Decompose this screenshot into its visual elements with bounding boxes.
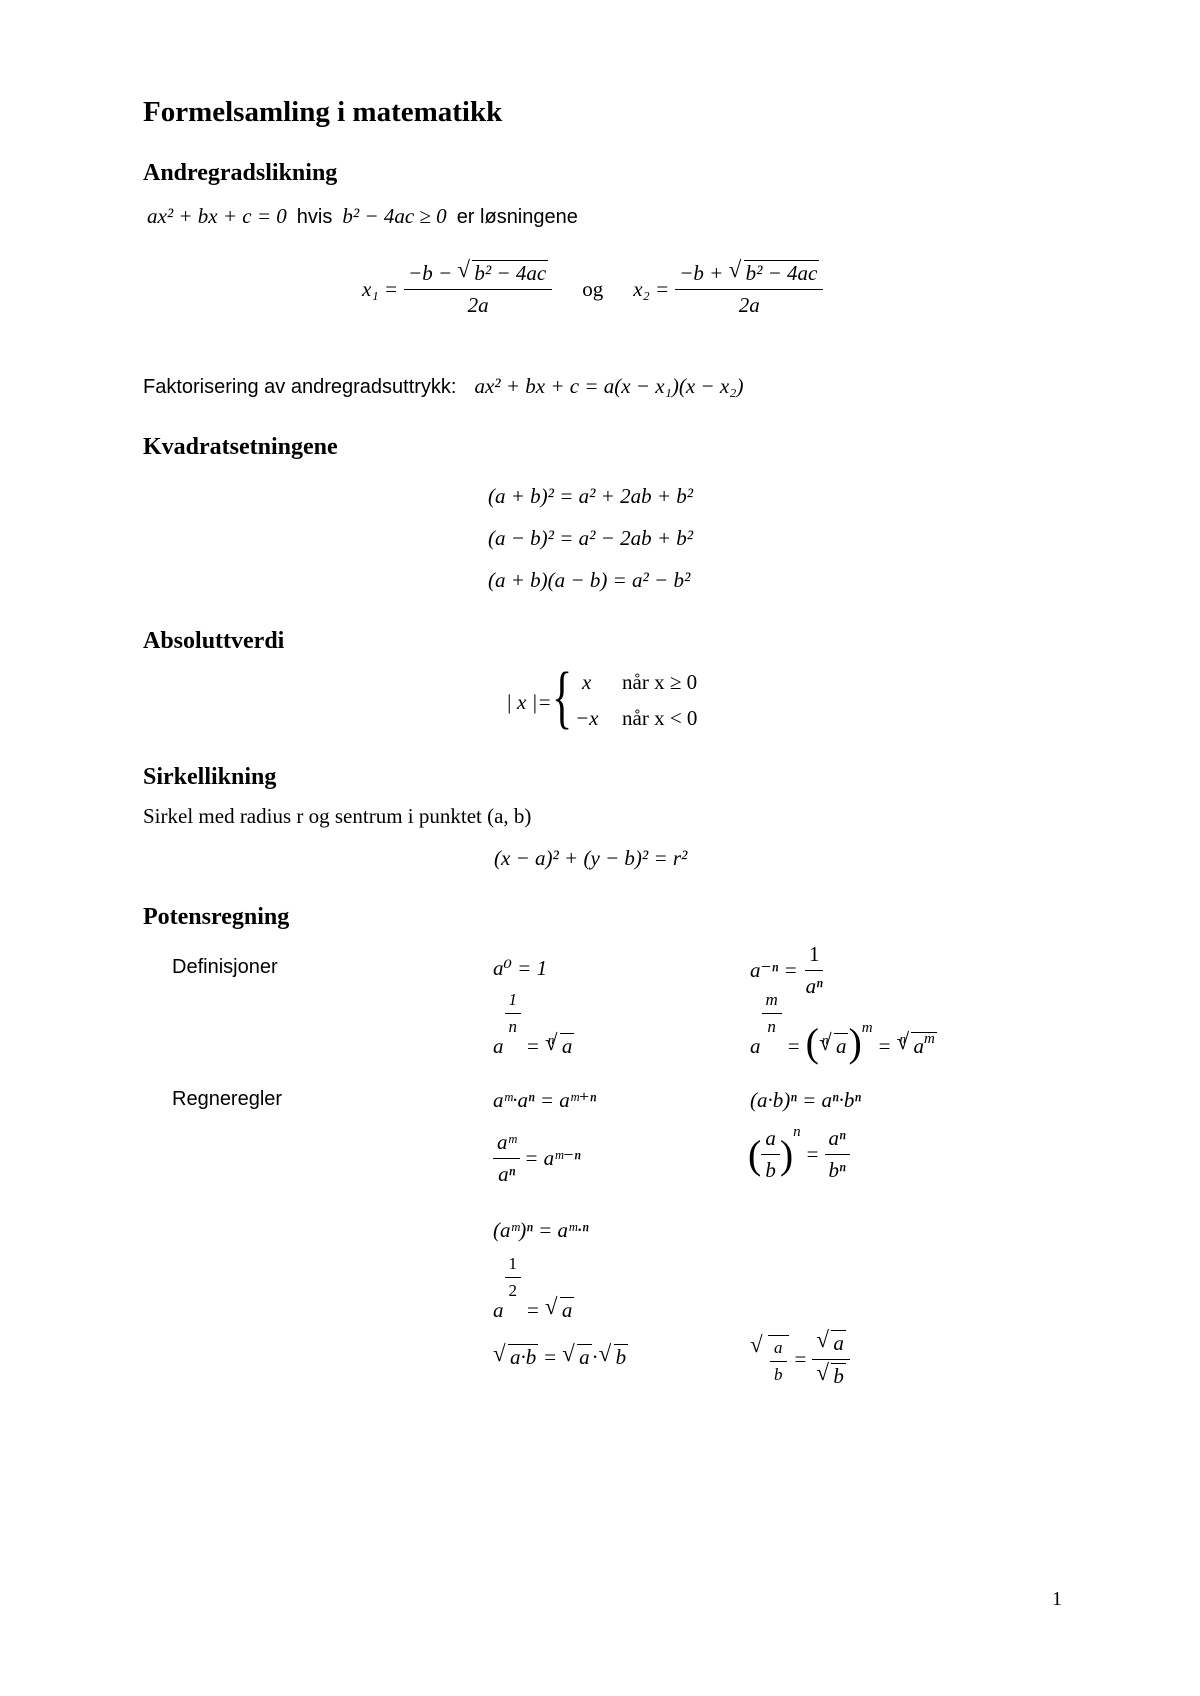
def4-radicand: a bbox=[835, 1034, 847, 1058]
og-word: og bbox=[582, 276, 604, 301]
def3-radicand: a bbox=[561, 1034, 573, 1058]
rule6-sqrt bbox=[545, 1297, 575, 1323]
x1-fraction bbox=[404, 260, 552, 318]
rule6-base: a bbox=[493, 1298, 504, 1322]
def4-radicand-2-exp: m bbox=[923, 1031, 935, 1047]
x1-num-pre: −b − bbox=[408, 261, 453, 285]
def4-base: a bbox=[750, 1034, 761, 1058]
def3-exp-den: n bbox=[508, 1017, 517, 1036]
rule8-inner-den: b bbox=[774, 1364, 783, 1384]
rule3-numerator: aᵐ bbox=[493, 1130, 520, 1159]
rule-product: aᵐ·aⁿ = aᵐ⁺ⁿ bbox=[493, 1088, 597, 1112]
heading-absoluttverdi: Absoluttverdi bbox=[143, 628, 285, 654]
rule7-sqrt-b bbox=[599, 1344, 629, 1370]
def4-radicand-2-base: a bbox=[913, 1034, 924, 1058]
rule-power-of-power: (aᵐ)ⁿ = aᵐ·ⁿ bbox=[493, 1218, 589, 1242]
page-title: Formelsamling i matematikk bbox=[143, 96, 503, 128]
rule7-radicand-b: b bbox=[615, 1345, 627, 1369]
rule-product-power: (a·b)ⁿ = aⁿ·bⁿ bbox=[750, 1088, 861, 1112]
rule8-sqrt-b bbox=[816, 1363, 846, 1389]
heading-kvadratsetningene: Kvadratsetningene bbox=[143, 434, 338, 460]
heading-andregradslikning: Andregradslikning bbox=[143, 160, 338, 186]
rule8-rhs-fraction bbox=[812, 1330, 850, 1389]
rule4-exp: n bbox=[793, 1124, 801, 1140]
quadratic-solutions bbox=[362, 260, 823, 318]
def4-exp-den: n bbox=[767, 1017, 776, 1036]
rule4-inner-den: b bbox=[765, 1158, 776, 1182]
rule6-eq: = bbox=[527, 1298, 539, 1322]
rule8-sqrt-a-radicand: a bbox=[833, 1331, 844, 1355]
x2-lhs: x₂ = bbox=[633, 276, 670, 301]
def3-exp-num: 1 bbox=[505, 990, 522, 1014]
def3-exponent bbox=[505, 990, 522, 1037]
def2-denominator: aⁿ bbox=[805, 974, 823, 998]
heading-sirkellikning: Sirkellikning bbox=[143, 764, 277, 790]
rule4-rhs-fraction bbox=[825, 1126, 850, 1183]
rule7-sqrt-ab bbox=[493, 1344, 538, 1370]
condition-equation: ax² + bx + c = 0 bbox=[147, 204, 287, 228]
rule-quotient-power bbox=[748, 1126, 850, 1183]
def4-paren-open: ( bbox=[805, 1020, 819, 1065]
kvadrat-line-1: (a + b)² = a² + 2ab + b² bbox=[488, 484, 694, 508]
rule-quotient bbox=[493, 1130, 581, 1187]
rule4-rhs-num: aⁿ bbox=[825, 1126, 850, 1155]
rule4-inner-fraction bbox=[761, 1126, 780, 1183]
rule3-rhs: = aᵐ⁻ⁿ bbox=[524, 1146, 581, 1170]
regneregler-label: Regneregler bbox=[172, 1088, 283, 1110]
rule6-exp-num: 1 bbox=[505, 1254, 522, 1278]
x1-sqrt bbox=[457, 260, 548, 286]
def-rational-exponent bbox=[750, 990, 937, 1065]
def4-nth-root-2 bbox=[896, 1032, 936, 1059]
definisjoner-label: Definisjoner bbox=[172, 956, 278, 978]
abs-lhs: | x |= bbox=[506, 690, 552, 714]
rule4-inner-num: a bbox=[761, 1126, 780, 1155]
def4-paren-close: ) bbox=[848, 1020, 862, 1065]
abs-case2-value: −x bbox=[575, 706, 599, 730]
abs-brace: { bbox=[552, 659, 573, 736]
def4-radicand-2 bbox=[911, 1032, 936, 1059]
def3-eq: = bbox=[527, 1034, 539, 1058]
rule8-eq: = bbox=[794, 1347, 807, 1371]
x2-fraction bbox=[675, 260, 823, 318]
abs-case1-condition: når x ≥ 0 bbox=[622, 670, 698, 694]
x1-lhs: x₁ = bbox=[362, 276, 399, 301]
def-root-exponent bbox=[493, 990, 574, 1059]
sirkel-description: Sirkel med radius r og sentrum i punktet (a, b) bbox=[143, 804, 532, 828]
condition-discriminant: b² − 4ac ≥ 0 bbox=[342, 204, 447, 228]
rule8-inner-num: √ a bbox=[770, 1338, 787, 1362]
rule8-sqrt-b-radicand: b bbox=[833, 1364, 844, 1388]
rule3-denominator: aⁿ bbox=[498, 1162, 516, 1186]
def4-nth-root bbox=[819, 1033, 849, 1059]
def3-root-index: √ n bbox=[547, 1032, 555, 1047]
x2-num-pre: −b + bbox=[679, 261, 724, 285]
rule8-sqrt-fraction bbox=[750, 1335, 789, 1385]
rule-half-exponent bbox=[493, 1254, 574, 1323]
x2-radicand: b² − 4ac bbox=[745, 261, 818, 285]
kvadrat-line-3: (a + b)(a − b) = a² − b² bbox=[488, 568, 691, 592]
rule6-exponent bbox=[505, 1254, 522, 1301]
def4-exp-num: m bbox=[762, 990, 782, 1014]
rule6-exp-den: 2 bbox=[508, 1281, 517, 1300]
x2-denominator: 2a bbox=[738, 293, 760, 317]
def4-root-index: √ n bbox=[821, 1032, 829, 1047]
def2-numerator: 1 bbox=[805, 942, 824, 971]
rule4-paren-open: ( bbox=[748, 1131, 762, 1177]
kvadrat-line-2: (a − b)² = a² − 2ab + b² bbox=[488, 526, 694, 550]
condition-tail: er løsningene bbox=[456, 206, 578, 228]
rule6-radicand: a bbox=[561, 1298, 573, 1322]
def3-nth-root bbox=[545, 1033, 575, 1059]
factorization-formula: ax² + bx + c = a(x − x₁)(x − x₂) bbox=[474, 374, 744, 398]
abs-case2-condition: når x < 0 bbox=[622, 706, 698, 730]
x1-radicand: b² − 4ac bbox=[474, 261, 547, 285]
abs-case1-value: x bbox=[582, 670, 592, 694]
rule4-eq: = bbox=[806, 1142, 819, 1166]
rule4-rhs-den: bⁿ bbox=[828, 1158, 846, 1182]
page-number: 1 bbox=[1052, 1588, 1062, 1610]
rule4-paren-close: ) bbox=[779, 1131, 794, 1177]
def4-eq1: = bbox=[787, 1034, 800, 1058]
condition-word: hvis bbox=[296, 206, 333, 228]
heading-potensregning: Potensregning bbox=[143, 904, 290, 930]
def2-lhs: a⁻ⁿ = bbox=[750, 958, 798, 982]
x1-denominator: 2a bbox=[467, 293, 489, 317]
def-zero-exponent: a⁰ = 1 bbox=[493, 956, 548, 980]
rule7-eq: = bbox=[544, 1344, 557, 1369]
rule8-inner-fraction bbox=[770, 1338, 787, 1385]
factorization-label: Faktorisering av andregradsuttrykk: bbox=[143, 376, 457, 398]
def4-exponent bbox=[762, 990, 782, 1037]
rule8-sqrt-a bbox=[816, 1330, 846, 1356]
def4-eq2: = bbox=[878, 1034, 891, 1058]
rule7-radicand-a: a bbox=[579, 1345, 590, 1369]
rule7-dot: · bbox=[591, 1344, 599, 1369]
rule8-rhs-num bbox=[812, 1330, 850, 1360]
factorization-line bbox=[143, 374, 743, 399]
def2-fraction bbox=[802, 942, 827, 999]
rule7-sqrt-a bbox=[562, 1344, 592, 1370]
rule-sqrt-quotient bbox=[750, 1330, 850, 1389]
rule8-radicand bbox=[768, 1335, 789, 1385]
x2-numerator bbox=[675, 260, 823, 290]
rule-sqrt-product bbox=[493, 1344, 628, 1370]
andregrad-condition-line bbox=[147, 204, 578, 229]
def4-outer-exp: m bbox=[861, 1020, 873, 1036]
sirkel-formula: (x − a)² + (y − b)² = r² bbox=[494, 846, 688, 870]
rule3-fraction bbox=[493, 1130, 520, 1187]
def4-root-index-2: √ n bbox=[899, 1031, 906, 1046]
x2-sqrt bbox=[729, 260, 820, 286]
x1-numerator bbox=[404, 260, 552, 290]
rule7-radicand-ab: a·b bbox=[510, 1345, 537, 1369]
rule8-rhs-den bbox=[812, 1360, 850, 1389]
def3-base: a bbox=[493, 1034, 504, 1058]
